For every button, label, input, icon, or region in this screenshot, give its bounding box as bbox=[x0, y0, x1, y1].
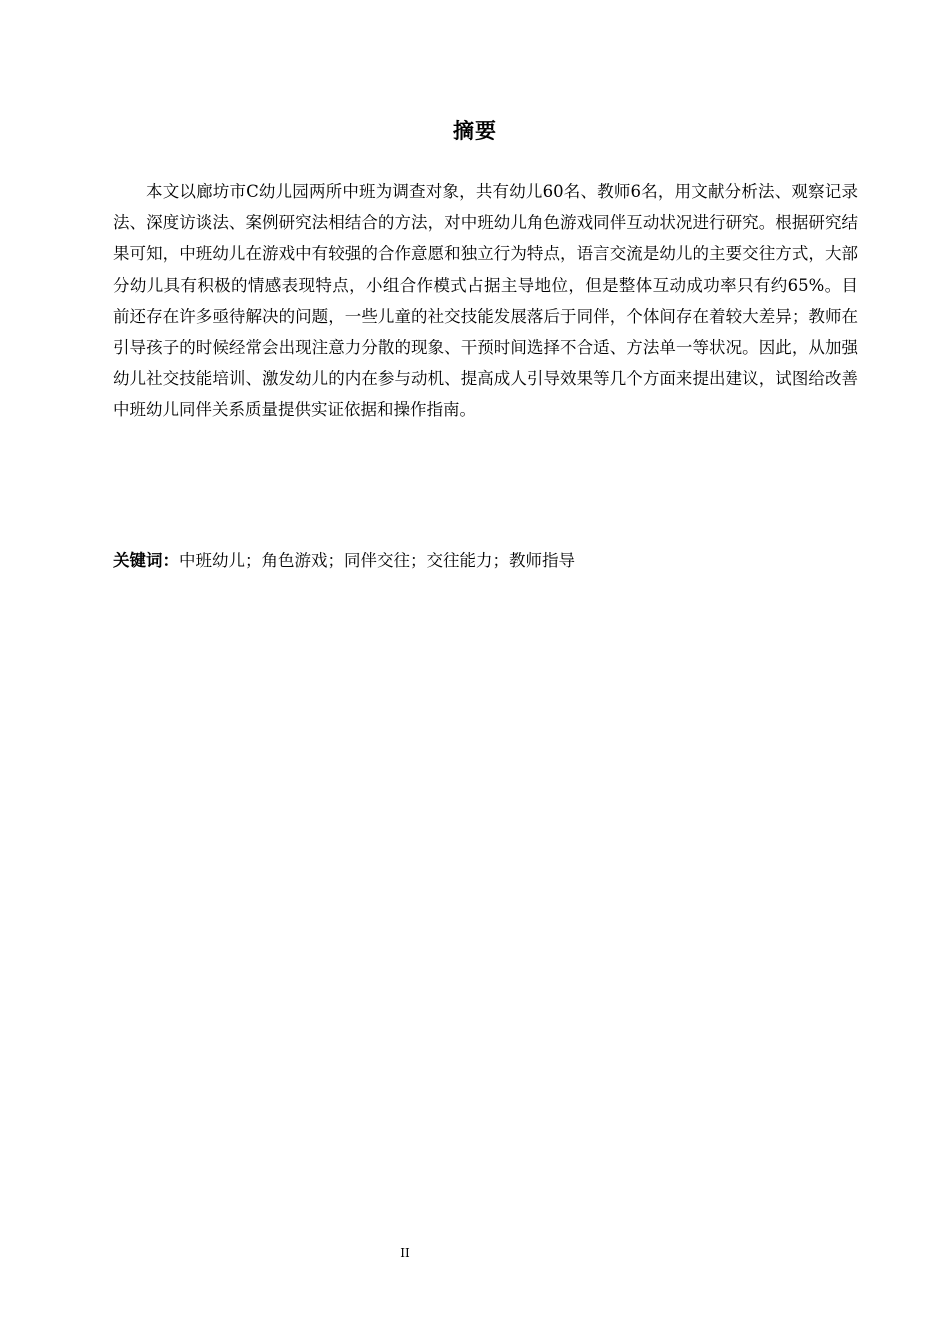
page-title: 摘要 bbox=[453, 119, 497, 143]
page-number: II bbox=[400, 1246, 410, 1260]
abstract-paragraph: 本文以廊坊市C幼儿园两所中班为调查对象，共有幼儿60名、教师6名，用文献分析法、观察记录法、深度访谈法、案例研究法相结合的方法，对中班幼儿角色游戏同伴互动状况进行研究。根据研究结果可知，中班幼儿在游戏中有较强的合作意愿和独立行为特点，语言交流是幼儿的主要交往方式，大部分幼儿具有积极的情感表现特点，小组合作模式占据主导地位，但是整体互动成功率只有约65%。目前还存在许多亟待解决的问题，一些儿童的社交技能发展落后于同伴，个体间存在着较大差异；教师在引导孩子的时候经常会出现注意力分散的现象、干预时间选择不合适、方法单一等状况。因此，从加强幼儿社交技能培训、激发幼儿的内在参与动机、提高成人引导效果等几个方面来提出建议，试图给改善中班幼儿同伴关系质量提供实证依据和操作指南。 bbox=[113, 182, 858, 420]
keywords-line bbox=[113, 546, 858, 576]
keywords-label: 关键词： bbox=[113, 551, 179, 570]
keywords-text: 中班幼儿；角色游戏；同伴交往；交往能力；教师指导 bbox=[179, 551, 575, 570]
